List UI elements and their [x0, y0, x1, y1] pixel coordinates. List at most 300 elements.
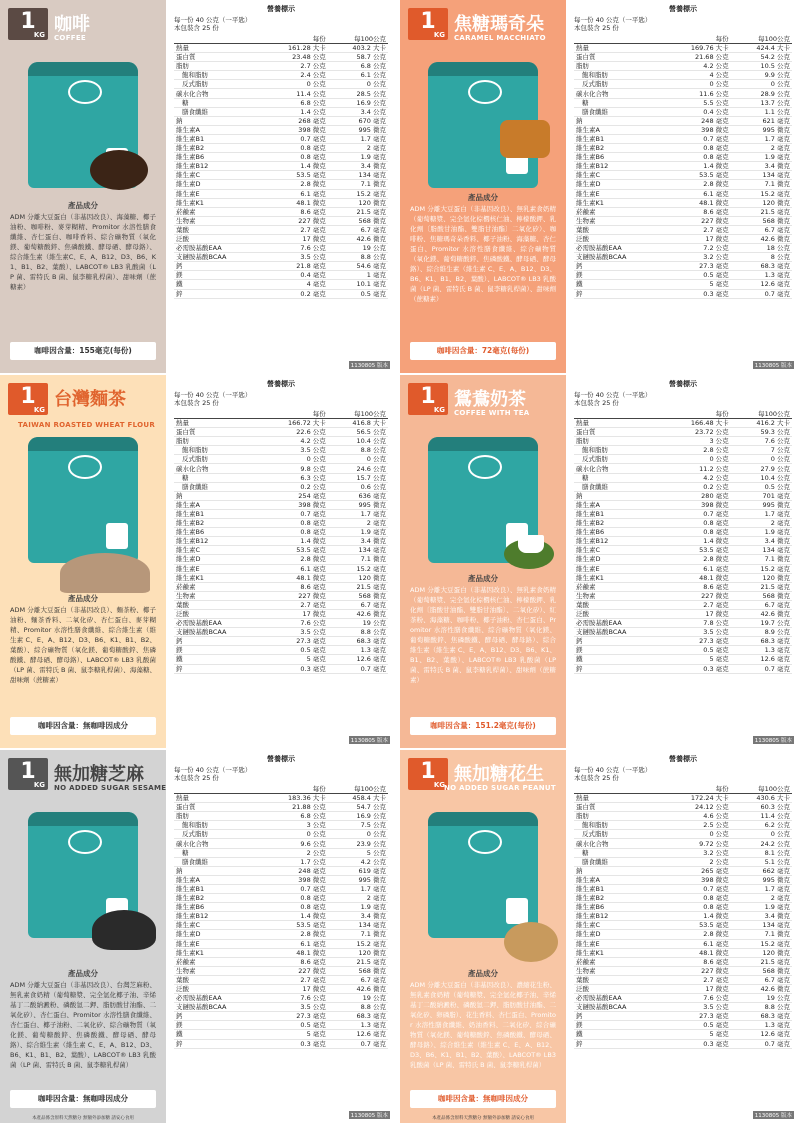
per-100g-value: 670 毫克 [328, 116, 388, 125]
per-100g-value: 120 微克 [328, 573, 388, 582]
per-serving-value: 2.8 微克 [663, 180, 731, 189]
per-serving-value: 398 微克 [261, 500, 328, 509]
per-100g-value: 0.7 毫克 [328, 664, 388, 673]
nutrient-row [574, 289, 792, 298]
per-serving-value: 0.8 毫克 [663, 528, 731, 537]
per-100g-value: 2 毫克 [328, 144, 388, 153]
per-100g-value: 6.2 公克 [731, 821, 792, 830]
per-100g-value: 42.6 微克 [731, 984, 792, 993]
ingredients-text: ADM 分離大豆蛋白（非基因改良）、濃縮花生粉、無乳素食奶精（葡萄糖漿、完全氫化椰子油、辛烯基丁二酸納澱粉、磷酸氫二鉀、脂肪酸甘油酯、二氧化矽、卵磷脂）、花生香料、杏仁蛋白、Promitor 水溶性膳食纖維、奶油香料、二氧化矽、綜合礦物質（氧化鎂、葡萄糖酸鋅、焦磷酸鐵、酵母硒、酵母鉻）、綜合維生素（維生素 C、E、A、B12、D3、B6、K1、B1、B2、葉酸）、LABCOT® LB3 乳酸菌（LP 菌、雷特氏 B 菌、鼠李糖乳桿菌） [410, 981, 556, 1069]
ingredients-text: ADM 分離大豆蛋白（非基因改良）、無乳素食奶精（葡萄糖漿、完全氫化棕櫚核仁油、檸檬酸鉀、乳化劑〔脂酸甘油酯、雙脂甘油酯〕、二氧化矽）、紅茶粉、海藻糖、咖啡粉、椰子油粉、杏仁蛋白、Promitor 水溶性膳食纖維、綜合礦物質（氧化鎂、葡萄糖酸鋅、焦磷酸鐵、酵母硒、酵母鉻）、綜合維生素（維生素 C、E、A、B12、D3、B6、K1、B1、B2、葉酸）、LABCOT® LB3 乳酸菌（LP 菌、雷特氏 B 菌、鼠李糖乳桿菌）、甜味劑（蔗糖素） [410, 586, 556, 684]
weight-unit: KG [33, 31, 45, 39]
per-serving-value: 4.2 公克 [663, 62, 731, 71]
per-100g-value: 995 微克 [731, 500, 792, 509]
nutrient-name: 必需胺基酸EAA [574, 994, 663, 1003]
nutrient-name: 鈉 [174, 491, 261, 500]
per-100g-value: 701 毫克 [731, 491, 792, 500]
nutrient-row [174, 619, 388, 628]
per-serving-value: 280 毫克 [663, 491, 731, 500]
per-100g-value: 1.9 毫克 [328, 153, 388, 162]
per-serving-value: 2 公克 [663, 857, 731, 866]
nutrient-row [574, 564, 792, 573]
nutrient-row [174, 582, 388, 591]
per-serving-value: 27.3 毫克 [663, 637, 731, 646]
nutrient-row [174, 180, 388, 189]
per-100g-value: 21.5 毫克 [731, 957, 792, 966]
nutrient-row [174, 107, 388, 116]
per-100g-value: 1.9 毫克 [328, 903, 388, 912]
per-100g-value: 12.6 毫克 [328, 655, 388, 664]
nutrient-name: 維生素E [174, 189, 261, 198]
per-serving-value: 2.7 毫克 [261, 225, 328, 234]
nutrient-row [174, 921, 388, 930]
weight-badge [8, 758, 48, 790]
servings-per-package: 本包裝含 25 份 [174, 24, 219, 32]
per-100g-value: 15.2 毫克 [328, 189, 388, 198]
nutrient-row [174, 1039, 388, 1048]
nutrient-name: 膳食纖維 [574, 107, 663, 116]
nutrient-name: 碳水化合物 [574, 839, 663, 848]
nutrient-name: 維生素D [574, 555, 663, 564]
nutrient-row [174, 98, 388, 107]
per-100g-value: 0.7 毫克 [731, 1039, 792, 1048]
nutrient-row [174, 555, 388, 564]
nutrient-row [174, 116, 388, 125]
nutrient-name: 葉酸 [574, 600, 663, 609]
product-bag-image [28, 437, 138, 563]
per-100g-value: 134 毫克 [328, 921, 388, 930]
per-100g-value: 1.9 毫克 [731, 903, 792, 912]
nutrient-row [574, 125, 792, 134]
per-serving-value: 6.1 毫克 [663, 189, 731, 198]
nutrient-row [574, 528, 792, 537]
per-serving-value: 27.3 毫克 [261, 637, 328, 646]
nutrient-row [174, 89, 388, 98]
nutrient-name: 脂肪 [174, 62, 261, 71]
per-serving-value: 161.28 大卡 [261, 44, 328, 53]
per-serving-value: 24.12 公克 [663, 803, 731, 812]
nutrient-row [174, 975, 388, 984]
nutrient-name: 鐵 [174, 1030, 261, 1039]
per-serving-value: 0 公克 [261, 830, 328, 839]
nutrient-name: 熱量 [174, 419, 261, 428]
col-per-100g: 每100公克 [731, 409, 792, 419]
nutrient-name: 必需胺基酸EAA [574, 619, 663, 628]
per-100g-value: 21.5 毫克 [328, 957, 388, 966]
nutrient-row [574, 234, 792, 243]
per-100g-value: 54.7 公克 [328, 803, 388, 812]
per-serving-value: 7.2 公克 [663, 244, 731, 253]
per-serving-value: 9.8 公克 [261, 464, 328, 473]
ingredients-text: ADM 分離大豆蛋白（非基因改良）、海藻糖、椰子油粉、咖啡粉、麥芽糊精、Promitor 水溶性膳食纖維、杏仁蛋白、咖啡香料、綜合礦物質（氧化鎂、葡萄糖酸鋅、焦磷酸鐵、酵母硒、酵母鉻）、綜合維生素（維生素C、E、A、B12、D3、B6、K1、B1、B2、葉酸）、LABCOT® LB3 乳酸菌（LP 菌、雷特氏 B 菌、鼠李糖乳桿菌）、甜味劑（蔗糖素） [10, 213, 156, 291]
nutrient-row [574, 44, 792, 53]
nutrient-row [174, 646, 388, 655]
nutrient-row [174, 1003, 388, 1012]
per-100g-value: 1.7 毫克 [731, 134, 792, 143]
nutrient-row [574, 162, 792, 171]
nutrition-header-row [174, 784, 388, 794]
nutrient-name: 維生素B6 [174, 528, 261, 537]
nutrient-row [174, 894, 388, 903]
nutrient-name: 維生素B12 [174, 912, 261, 921]
per-100g-value: 3.4 微克 [328, 162, 388, 171]
nutrient-name: 鈣 [574, 1012, 663, 1021]
nutrient-name: 維生素B12 [174, 537, 261, 546]
per-100g-value: 120 微克 [328, 198, 388, 207]
nutrient-row [574, 419, 792, 428]
per-100g-value: 21.5 毫克 [731, 582, 792, 591]
nutrient-row [174, 189, 388, 198]
per-serving-value: 0.7 毫克 [261, 884, 328, 893]
per-serving-value: 1.7 公克 [261, 857, 328, 866]
nutrient-name: 飽和脂肪 [174, 446, 261, 455]
per-100g-value: 134 毫克 [731, 921, 792, 930]
nutrient-row [174, 225, 388, 234]
nutrient-name: 反式脂肪 [574, 830, 663, 839]
per-100g-value: 1.7 毫克 [328, 884, 388, 893]
per-100g-value: 995 微克 [328, 125, 388, 134]
per-100g-value: 1.1 公克 [731, 107, 792, 116]
per-serving-value: 227 微克 [261, 216, 328, 225]
nutrient-name: 反式脂肪 [174, 830, 261, 839]
nutrient-row [174, 519, 388, 528]
per-100g-value: 7.1 微克 [328, 930, 388, 939]
nutrient-row [174, 537, 388, 546]
nutrient-row [174, 280, 388, 289]
nutrient-row [174, 71, 388, 80]
nutrient-name: 熱量 [174, 794, 261, 803]
nutrition-table [574, 784, 792, 1049]
nutrient-row [574, 619, 792, 628]
weight-number: 1 [420, 384, 436, 409]
per-serving-value: 48.1 微克 [261, 198, 328, 207]
nutrient-row [574, 655, 792, 664]
nutrient-name: 維生素B2 [174, 894, 261, 903]
per-serving-value: 3.5 公克 [663, 628, 731, 637]
weight-number: 1 [420, 759, 436, 784]
per-100g-value: 568 微克 [731, 966, 792, 975]
per-serving-value: 0.5 毫克 [261, 1021, 328, 1030]
per-serving-value: 0.8 毫克 [663, 903, 731, 912]
nutrient-row [574, 428, 792, 437]
per-100g-value: 15.2 毫克 [731, 939, 792, 948]
per-serving-value: 2.7 公克 [261, 62, 328, 71]
nutrient-row [574, 555, 792, 564]
nutrient-row [574, 794, 792, 803]
nutrient-name: 維生素E [174, 564, 261, 573]
nutrient-name: 碳水化合物 [174, 464, 261, 473]
per-100g-value: 3.4 微克 [731, 912, 792, 921]
nutrient-name: 鐵 [174, 655, 261, 664]
per-serving-value: 0.8 毫克 [261, 519, 328, 528]
per-100g-value: 7.5 公克 [328, 821, 388, 830]
per-serving-value: 166.72 大卡 [261, 419, 328, 428]
nutrition-table [174, 409, 388, 674]
per-serving-value: 8.6 毫克 [663, 957, 731, 966]
nutrient-row [574, 473, 792, 482]
nutrition-table [174, 34, 388, 299]
nutrition-title: 營養標示 [669, 380, 697, 388]
nutrient-row [574, 464, 792, 473]
nutrient-name: 支鏈胺基酸BCAA [174, 628, 261, 637]
per-serving-value: 8.6 毫克 [663, 582, 731, 591]
nutrient-row [574, 207, 792, 216]
nutrient-name: 維生素B2 [174, 144, 261, 153]
product-info [0, 375, 166, 748]
per-100g-value: 568 微克 [328, 966, 388, 975]
per-serving-value: 5.5 公克 [663, 98, 731, 107]
per-serving-value: 0.5 毫克 [663, 271, 731, 280]
nutrition-header-row [574, 409, 792, 419]
per-100g-value: 8.1 公克 [731, 848, 792, 857]
per-100g-value: 68.3 毫克 [328, 1012, 388, 1021]
per-100g-value: 0 公克 [731, 455, 792, 464]
nutrient-name: 鎂 [574, 646, 663, 655]
nutrition-table [574, 409, 792, 674]
per-serving-value: 4 毫克 [261, 280, 328, 289]
per-100g-value: 134 毫克 [328, 171, 388, 180]
per-100g-value: 120 微克 [731, 573, 792, 582]
per-serving-value: 2.7 毫克 [663, 600, 731, 609]
per-100g-value: 0.5 公克 [731, 482, 792, 491]
per-serving-value: 0.2 公克 [663, 482, 731, 491]
ingredients-title: 產品成分 [68, 201, 98, 210]
nutrient-row [574, 600, 792, 609]
per-serving-value: 1.4 微克 [663, 537, 731, 546]
nutrient-row [174, 244, 388, 253]
nutrient-name: 鈣 [174, 637, 261, 646]
per-serving-value: 9.72 公克 [663, 839, 731, 848]
per-serving-value: 5 毫克 [261, 655, 328, 664]
per-serving-value: 5 毫克 [663, 655, 731, 664]
per-100g-value: 0.5 毫克 [328, 289, 388, 298]
nutrient-row [574, 957, 792, 966]
weight-badge [8, 383, 48, 415]
nutrient-row [174, 134, 388, 143]
per-serving-value: 8.6 毫克 [261, 957, 328, 966]
per-100g-value: 58.7 公克 [328, 53, 388, 62]
nutrient-name: 維生素B1 [174, 884, 261, 893]
nutrient-name: 飽和脂肪 [174, 821, 261, 830]
per-serving-value: 227 微克 [261, 591, 328, 600]
nutrient-row [174, 803, 388, 812]
nutrient-row [174, 271, 388, 280]
bag-flavor-tag [506, 898, 528, 924]
ingredients-title: 產品成分 [68, 594, 98, 603]
per-serving-value: 3.5 公克 [261, 1003, 328, 1012]
nutrient-row [574, 939, 792, 948]
per-100g-value: 995 微克 [731, 125, 792, 134]
weight-unit: KG [433, 406, 445, 414]
nutrient-row [174, 664, 388, 673]
nutrient-name: 維生素B2 [574, 519, 663, 528]
per-serving-value: 2.7 毫克 [261, 600, 328, 609]
nutrient-row [574, 491, 792, 500]
nutrient-row [174, 262, 388, 271]
nutrient-name: 維生素A [574, 500, 663, 509]
per-serving-value: 21.88 公克 [261, 803, 328, 812]
nutrient-name: 菸鹼素 [574, 582, 663, 591]
per-serving-value: 21.68 公克 [663, 53, 731, 62]
nutrient-name: 維生素D [574, 180, 663, 189]
per-serving-value: 398 微克 [261, 875, 328, 884]
nutrient-row [174, 930, 388, 939]
nutrient-row [574, 966, 792, 975]
nutrient-row [174, 939, 388, 948]
product-panel-no-added-sugar-peanut [400, 750, 800, 1125]
per-100g-value: 0 公克 [328, 830, 388, 839]
nutrient-row [574, 857, 792, 866]
nutrient-row [174, 437, 388, 446]
nutrient-name: 維生素K1 [574, 573, 663, 582]
ingredient-image [92, 910, 156, 950]
brand-logo-icon [468, 455, 502, 479]
nutrient-row [174, 162, 388, 171]
nutrient-name: 鈉 [574, 866, 663, 875]
nutrient-row [574, 98, 792, 107]
per-serving-value: 2.8 微克 [261, 930, 328, 939]
nutrient-row [574, 262, 792, 271]
nutrient-name: 維生素E [574, 939, 663, 948]
per-serving-value: 17 微克 [663, 609, 731, 618]
per-100g-value: 1.7 毫克 [328, 134, 388, 143]
per-serving-value: 23.48 公克 [261, 53, 328, 62]
nutrient-name: 蛋白質 [574, 428, 663, 437]
nutrient-name: 泛酸 [174, 984, 261, 993]
nutrient-name: 生物素 [174, 216, 261, 225]
per-100g-value: 15.2 毫克 [328, 564, 388, 573]
nutrient-row [574, 628, 792, 637]
nutrition-facts [566, 0, 800, 373]
per-100g-value: 19 公克 [328, 619, 388, 628]
nutrient-name: 膳食纖維 [574, 482, 663, 491]
col-per-100g: 每100公克 [328, 34, 388, 44]
per-serving-value: 17 微克 [261, 984, 328, 993]
nutrient-name: 維生素A [574, 875, 663, 884]
per-serving-value: 398 微克 [663, 500, 731, 509]
per-100g-value: 56.5 公克 [328, 428, 388, 437]
nutrient-name: 維生素E [574, 189, 663, 198]
per-100g-value: 24.2 公克 [731, 839, 792, 848]
nutrient-row [574, 244, 792, 253]
tea-cup-image [518, 535, 544, 553]
nutrient-row [574, 53, 792, 62]
nutrient-name: 維生素E [174, 939, 261, 948]
nutrient-name: 鎂 [174, 646, 261, 655]
per-serving-value: 2.8 微克 [663, 930, 731, 939]
nutrient-row [174, 62, 388, 71]
serving-size: 每一份 40 公克（一平匙） [174, 766, 252, 774]
per-serving-value: 8.6 毫克 [663, 207, 731, 216]
per-serving-value: 0.7 毫克 [663, 134, 731, 143]
nutrient-name: 維生素B6 [574, 903, 663, 912]
bag-flavor-tag [106, 523, 128, 549]
nutrient-row [574, 609, 792, 618]
nutrient-name: 維生素C [174, 171, 261, 180]
per-serving-value: 7.6 公克 [261, 994, 328, 1003]
per-100g-value: 15.2 毫克 [731, 189, 792, 198]
weight-badge [408, 8, 448, 40]
nutrient-row [174, 655, 388, 664]
per-100g-value: 12.6 毫克 [731, 280, 792, 289]
nutrition-title: 營養標示 [267, 755, 295, 763]
nutrient-name: 泛酸 [574, 609, 663, 618]
nutrient-name: 泛酸 [574, 984, 663, 993]
nutrient-name: 維生素B12 [574, 912, 663, 921]
per-serving-value: 0.4 公克 [663, 107, 731, 116]
per-serving-value: 1.4 微克 [261, 912, 328, 921]
per-100g-value: 1.9 毫克 [328, 528, 388, 537]
per-serving-value: 6.1 毫克 [261, 939, 328, 948]
ingredients-title: 產品成分 [468, 574, 498, 583]
serving-size: 每一份 40 公克（一平匙） [574, 391, 652, 399]
nutrient-name: 支鏈胺基酸BCAA [574, 628, 663, 637]
nutrient-name: 維生素D [174, 555, 261, 564]
nutrient-name: 糖 [574, 848, 663, 857]
nutrient-name: 生物素 [574, 966, 663, 975]
per-100g-value: 458.4 大卡 [328, 794, 388, 803]
nutrient-row [574, 134, 792, 143]
nutrient-name: 維生素K1 [574, 948, 663, 957]
nutrition-facts [166, 750, 396, 1123]
nutrient-name: 維生素B6 [574, 528, 663, 537]
nutrient-row [574, 664, 792, 673]
nutrient-name: 生物素 [174, 591, 261, 600]
per-serving-value: 17 微克 [663, 234, 731, 243]
nutrient-name: 鈣 [574, 262, 663, 271]
per-100g-value: 60.3 公克 [731, 803, 792, 812]
nutrient-row [574, 280, 792, 289]
nutrient-row [174, 473, 388, 482]
nutrient-row [574, 71, 792, 80]
per-100g-value: 10.1 毫克 [328, 280, 388, 289]
per-100g-value: 42.6 微克 [731, 609, 792, 618]
nutrient-name: 碳水化合物 [574, 89, 663, 98]
nutrient-name: 飽和脂肪 [574, 821, 663, 830]
per-100g-value: 7.1 微克 [731, 180, 792, 189]
nutrient-row [574, 812, 792, 821]
ingredients-text: ADM 分離大豆蛋白（非基因改良）、麵茶粉、椰子油粉、麵茶香料、二氧化矽、杏仁蛋白、麥芽糊精、Promitor 水溶性膳食纖維、綜合維生素（維生素 C、E、A、B12、D3、B6、K1、B1、B2、葉酸）、綜合礦物質（氧化鎂、葡萄糖酸鋅、焦磷酸鐵、酵母硒、酵母鉻）、LABCOT® LB3 乳酸菌（LP 菌、雷特氏 B 菌、鼠李糖乳桿菌）、海藻糖、甜味劑（蔗糖素） [10, 606, 156, 684]
nutrient-row [574, 894, 792, 903]
ingredients-title: 產品成分 [68, 969, 98, 978]
per-serving-value: 53.5 毫克 [663, 546, 731, 555]
per-100g-value: 42.6 微克 [328, 609, 388, 618]
per-serving-value: 53.5 毫克 [261, 921, 328, 930]
nutrient-row [174, 53, 388, 62]
nutrient-name: 鈉 [174, 116, 261, 125]
nutrient-row [574, 866, 792, 875]
per-serving-value: 248 毫克 [663, 116, 731, 125]
nutrient-name: 維生素C [174, 921, 261, 930]
per-serving-value: 6.8 公克 [261, 98, 328, 107]
nutrient-row [174, 637, 388, 646]
nutrient-name: 葉酸 [574, 975, 663, 984]
nutrient-row [574, 180, 792, 189]
product-name: 焦糖瑪奇朵 [454, 14, 544, 35]
nutrient-row [174, 207, 388, 216]
per-100g-value: 636 毫克 [328, 491, 388, 500]
per-100g-value: 134 毫克 [731, 171, 792, 180]
per-100g-value: 1.7 毫克 [731, 509, 792, 518]
nutrient-name: 維生素B1 [574, 884, 663, 893]
nutrient-name: 支鏈胺基酸BCAA [174, 253, 261, 262]
per-100g-value: 134 毫克 [328, 546, 388, 555]
per-serving-value: 0.8 毫克 [261, 903, 328, 912]
per-100g-value: 3.4 微克 [731, 537, 792, 546]
per-serving-value: 0.7 毫克 [261, 509, 328, 518]
col-per-serving: 每份 [261, 409, 328, 419]
nutrient-row [574, 573, 792, 582]
